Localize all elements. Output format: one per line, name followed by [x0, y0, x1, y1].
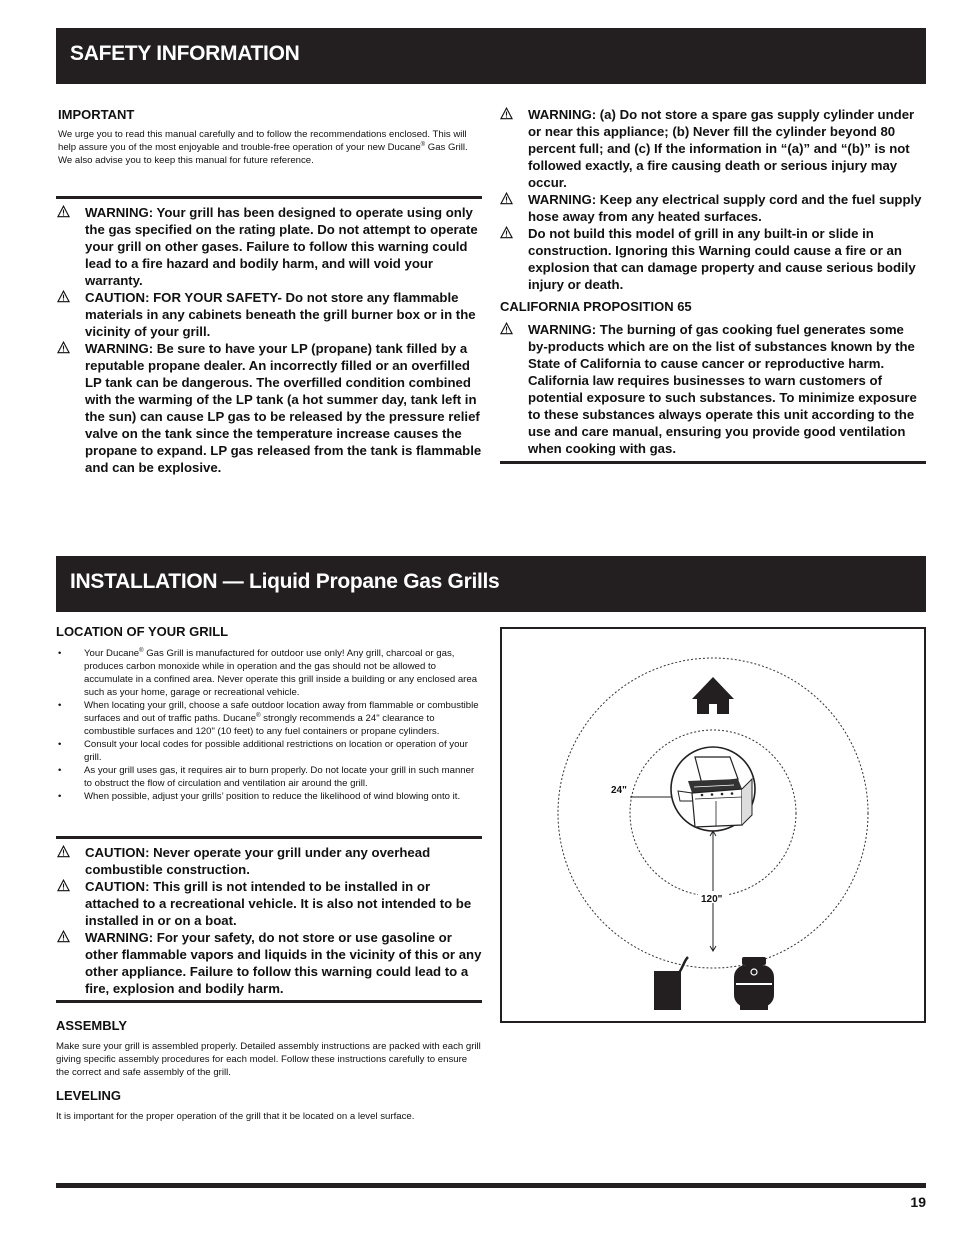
caution-rv-boat: CAUTION: This grill is not intended to be installed in or attached to a recreational vehicle. It is also not intended to be installed in or on a boat. [57, 878, 483, 929]
location-bullet-list [56, 647, 482, 803]
grill-icon [671, 747, 755, 831]
installation-left-column [56, 624, 482, 803]
list-item: • Consult your local codes for possible additional restrictions on location or operation of your grill. [56, 738, 482, 764]
list-item: • When possible, adjust your grills’ position to reduce the likelihood of wind blowing onto it. [56, 790, 482, 803]
important-text: We urge you to read this manual carefully and to follow the recommendations enclosed. This will help assure you of the most enjoyable and trouble-free operation of your new Ducane® Gas Grill. We also advise you to keep this manual for future reference. [58, 129, 468, 166]
warning-triangle-icon [500, 192, 513, 205]
fuel-can-icon [654, 957, 688, 1010]
footer-rule [56, 1183, 926, 1188]
location-heading: LOCATION OF YOUR GRILL [56, 624, 229, 639]
caution-overhead: CAUTION: Never operate your grill under any overhead combustible construction. [57, 844, 483, 878]
house-icon [692, 677, 734, 714]
warning-triangle-icon [57, 930, 70, 943]
safety-left-warnings [57, 204, 483, 476]
installation-title: INSTALLATION — Liquid Propane Gas Grills [70, 570, 500, 593]
leveling-heading: LEVELING [56, 1088, 122, 1103]
prop65-heading: CALIFORNIA PROPOSITION 65 [500, 299, 692, 314]
assembly-heading: ASSEMBLY [56, 1018, 128, 1033]
page-number: 19 [910, 1194, 926, 1210]
warning-triangle-icon [57, 879, 70, 892]
warning-triangle-icon [500, 322, 513, 335]
list-item: • Your Ducane® Gas Grill is manufactured for outdoor use only! Any grill, charcoal or gas, produces carbon monoxide while in operation and the gas should not be allowed to accumulate in a confined area. Never operate this grill inside a building or any enclosed area such as your home, garage or recreational vehicle. [56, 647, 482, 699]
leveling-text: It is important for the proper operation of the grill that it be located on a level surface. [56, 1111, 415, 1122]
warning-prop65: WARNING: The burning of gas cooking fuel generates some by-products which are on the list of substances known by the State of California to cause cancer or reproductive harm. California law requires businesses to warn customers of potential exposure to such substances. To minimize exposure to these substances always operate this unit according to the use and care manual, ensuring you provide good ventilation when cooking with gas. [500, 321, 927, 457]
assembly-text: Make sure your grill is assembled properly. Detailed assembly instructions are packed with each grill giving specific assembly procedures for each model. Follow these instructions carefully to ensure the correct and safe assembly of the grill. [56, 1041, 481, 1078]
list-item: • As your grill uses gas, it requires air to burn properly. Do not locate your grill in such manner to obstruct the flow of circulation and ventilation air around the grill. [56, 764, 482, 790]
installation-divider-top [56, 836, 482, 839]
safety-left-divider [56, 196, 482, 199]
warning-triangle-icon [57, 341, 70, 354]
safety-left-column [58, 107, 482, 167]
dimension-120-label: 120" [701, 894, 723, 905]
warning-gasoline: WARNING: For your safety, do not store or use gasoline or other flammable vapors and liquids in the vicinity of this or any other appliance. Failure to follow this warning could lead to a fire, explosion and bodily harm. [57, 929, 483, 997]
warning-triangle-icon [500, 226, 513, 239]
warning-electrical-cord: WARNING: Keep any electrical supply cord and the fuel supply hose away from any heated surfaces. [500, 191, 927, 225]
caution-flammable-storage: CAUTION: FOR YOUR SAFETY- Do not store any flammable materials in any cabinets beneath the grill burner box or in the vicinity of your grill. [57, 289, 483, 340]
safety-right-divider [500, 461, 926, 464]
dimension-24-label: 24" [611, 785, 627, 796]
warning-triangle-icon [57, 845, 70, 858]
warning-lp-tank: WARNING: Be sure to have your LP (propane) tank filled by a reputable propane dealer. An incorrectly filled or an overfilled LP tank can be dangerous. The overfilled condition combined with the warming of the LP tank (a hot summer day, tank left in the sun) can cause LP gas to be released by the pressure relief valve on the tank since the temperature increase causes the propane to expand. LP gas released from the tank is flammable and can be explosive. [57, 340, 483, 476]
list-item: • When locating your grill, choose a safe outdoor location away from flammable or combustible surfaces and out of traffic paths. Ducane® strongly recommends a 24" clearance to combustible surfaces and 120" (10 feet) to any fuel containers or propane cylinders. [56, 699, 482, 738]
safety-information-title: SAFETY INFORMATION [70, 42, 300, 65]
warning-gas-type: WARNING: Your grill has been designed to operate using only the gas specified on the rating plate. Do not attempt to operate your grill on other gases. Failure to follow this warning could lead to a fire hazard and bodily harm, and will void your warranty. [57, 204, 483, 289]
important-heading: IMPORTANT [58, 107, 135, 122]
clearance-diagram [500, 627, 926, 1023]
safety-right-column [500, 106, 927, 457]
propane-tank-icon [734, 957, 774, 1010]
installation-warnings [57, 844, 483, 997]
installation-banner [56, 556, 926, 612]
warning-triangle-icon [500, 107, 513, 120]
warning-triangle-icon [57, 290, 70, 303]
installation-divider-bottom [56, 1000, 482, 1003]
warning-triangle-icon [57, 205, 70, 218]
warning-built-in: Do not build this model of grill in any built-in or slide in construction. Ignoring this Warning could cause a fire or an explosion that can damage property and cause serious bodily injury or death. [500, 225, 927, 293]
safety-information-banner [56, 28, 926, 84]
assembly-section [56, 1018, 482, 1123]
warning-spare-cylinder: WARNING: (a) Do not store a spare gas supply cylinder under or near this appliance; (b) Never fill the cylinder beyond 80 percent full; and (c) If the information in “(a)” and “(b)” is not followed exactly, a fire causing death or serious injury may occur. [500, 106, 927, 191]
clearance-diagram-svg [502, 629, 924, 1021]
